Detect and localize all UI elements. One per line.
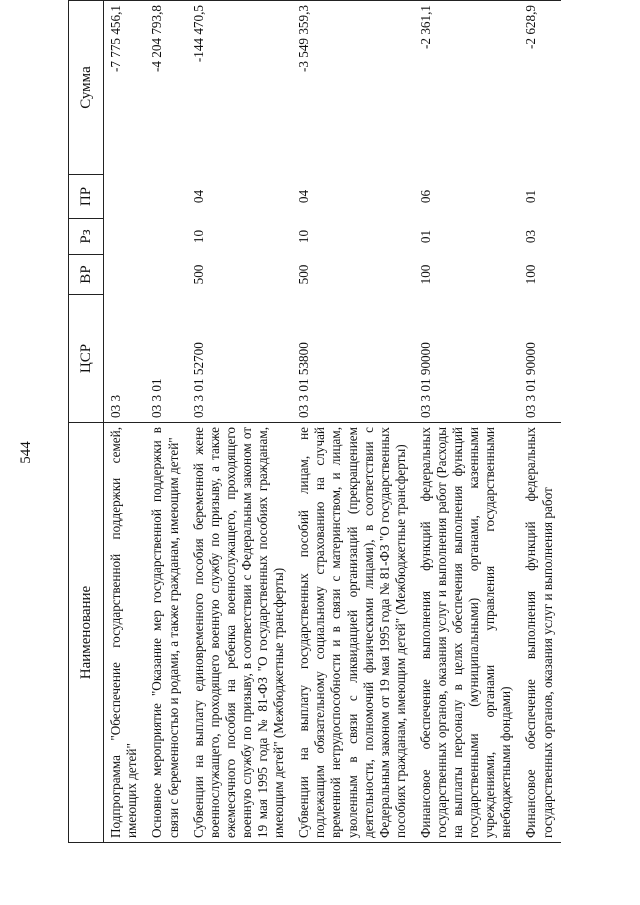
- row-sum: -2 361,1: [414, 1, 520, 175]
- row-name: Подпрограмма "Обеспечение государственной поддержки семей, имеющих детей": [104, 423, 146, 843]
- row-sum: -144 470,5: [187, 1, 293, 175]
- header-sum: Сумма: [69, 1, 104, 175]
- row-pr: [104, 175, 146, 219]
- row-rz: 10: [190, 229, 206, 244]
- row-name: Основное мероприятие "Оказание мер государственной поддержки в связи с беременностью и родами, а также гражданам, имеющим детей": [145, 423, 186, 843]
- row-sum: -3 549 359,3: [292, 1, 414, 175]
- row-pr: [145, 175, 186, 219]
- row-rz: 10: [296, 229, 312, 244]
- row-vr: 500: [190, 264, 206, 285]
- row-pr: 04: [296, 189, 312, 204]
- row-rz: [104, 219, 146, 255]
- row-pr: 01: [523, 189, 539, 204]
- row-name: Финансовое обеспечение выполнения функций федеральных государственных органов, оказания услуг и выполнения работ (Расходы на выплаты персоналу в целях обеспечения выполнения функций государственными (муниципальными) органами, казенными учреждениями, органами управления государственными внебюджетными фондами): [414, 423, 520, 843]
- row-csr: 03 3 01 90000: [523, 342, 539, 418]
- row-csr: 03 3 01 90000: [417, 342, 433, 418]
- row-rz: [145, 219, 186, 255]
- row-vr: 100: [523, 264, 539, 285]
- page-number: 544: [18, 441, 34, 464]
- header-rz: Рз: [69, 219, 104, 255]
- header-vr: ВР: [69, 255, 104, 295]
- row-name: Субвенции на выплату единовременного пособия беременной жене военнослужащего, проходящего военную службу по призыву, а также ежемесячного пособия на ребенка военнослужащего, проходящего военную службу по призыву, в соответствии с Федеральным законом от 19 мая 1995 года № 81-ФЗ "О государственных пособиях гражданам, имеющим детей" (Межбюджетные трансферты): [187, 423, 293, 843]
- row-pr: 06: [417, 189, 433, 204]
- row-csr: 03 3 01 53800: [296, 342, 312, 418]
- row-vr: 500: [296, 264, 312, 285]
- table-row: [104, 1, 146, 843]
- table-row: [414, 1, 520, 843]
- row-sum: -7 775 456,1: [104, 1, 146, 175]
- row-name: Финансовое обеспечение выполнения функций федеральных государственных органов, оказания услуг и выполнения работ: [519, 423, 560, 843]
- row-rz: 03: [523, 229, 539, 244]
- header-pr: ПР: [69, 175, 104, 219]
- row-csr: 03 3: [108, 394, 124, 418]
- budget-table: [68, 0, 561, 843]
- table-row: [519, 1, 560, 843]
- row-csr: 03 3 01 52700: [190, 342, 206, 418]
- table-header-row: [69, 1, 104, 843]
- header-name: Наименование: [69, 423, 104, 843]
- header-csr: ЦСР: [69, 295, 104, 423]
- table-row: [187, 1, 293, 843]
- row-csr: 03 3 01: [149, 378, 165, 418]
- row-vr: [145, 255, 186, 295]
- row-sum: -2 628,9: [519, 1, 560, 175]
- table-row: [292, 1, 414, 843]
- row-pr: 04: [190, 189, 206, 204]
- row-vr: [104, 255, 146, 295]
- row-vr: 100: [417, 264, 433, 285]
- row-name: Субвенции на выплату государственных пособий лицам, не подлежащим обязательному социальному страхованию на случай временной нетрудоспособности и в связи с материнством, и лицам, уволенным в связи с ликвидацией организаций (прекращением деятельности, полномочий физическими лицами), в соответствии с Федеральным законом от 19 мая 1995 года № 81-ФЗ "О государственных пособиях гражданам, имеющим детей" (Межбюджетные трансферты): [292, 423, 414, 843]
- row-sum: -4 204 793,8: [145, 1, 186, 175]
- table-row: [145, 1, 186, 843]
- row-rz: 01: [417, 229, 433, 244]
